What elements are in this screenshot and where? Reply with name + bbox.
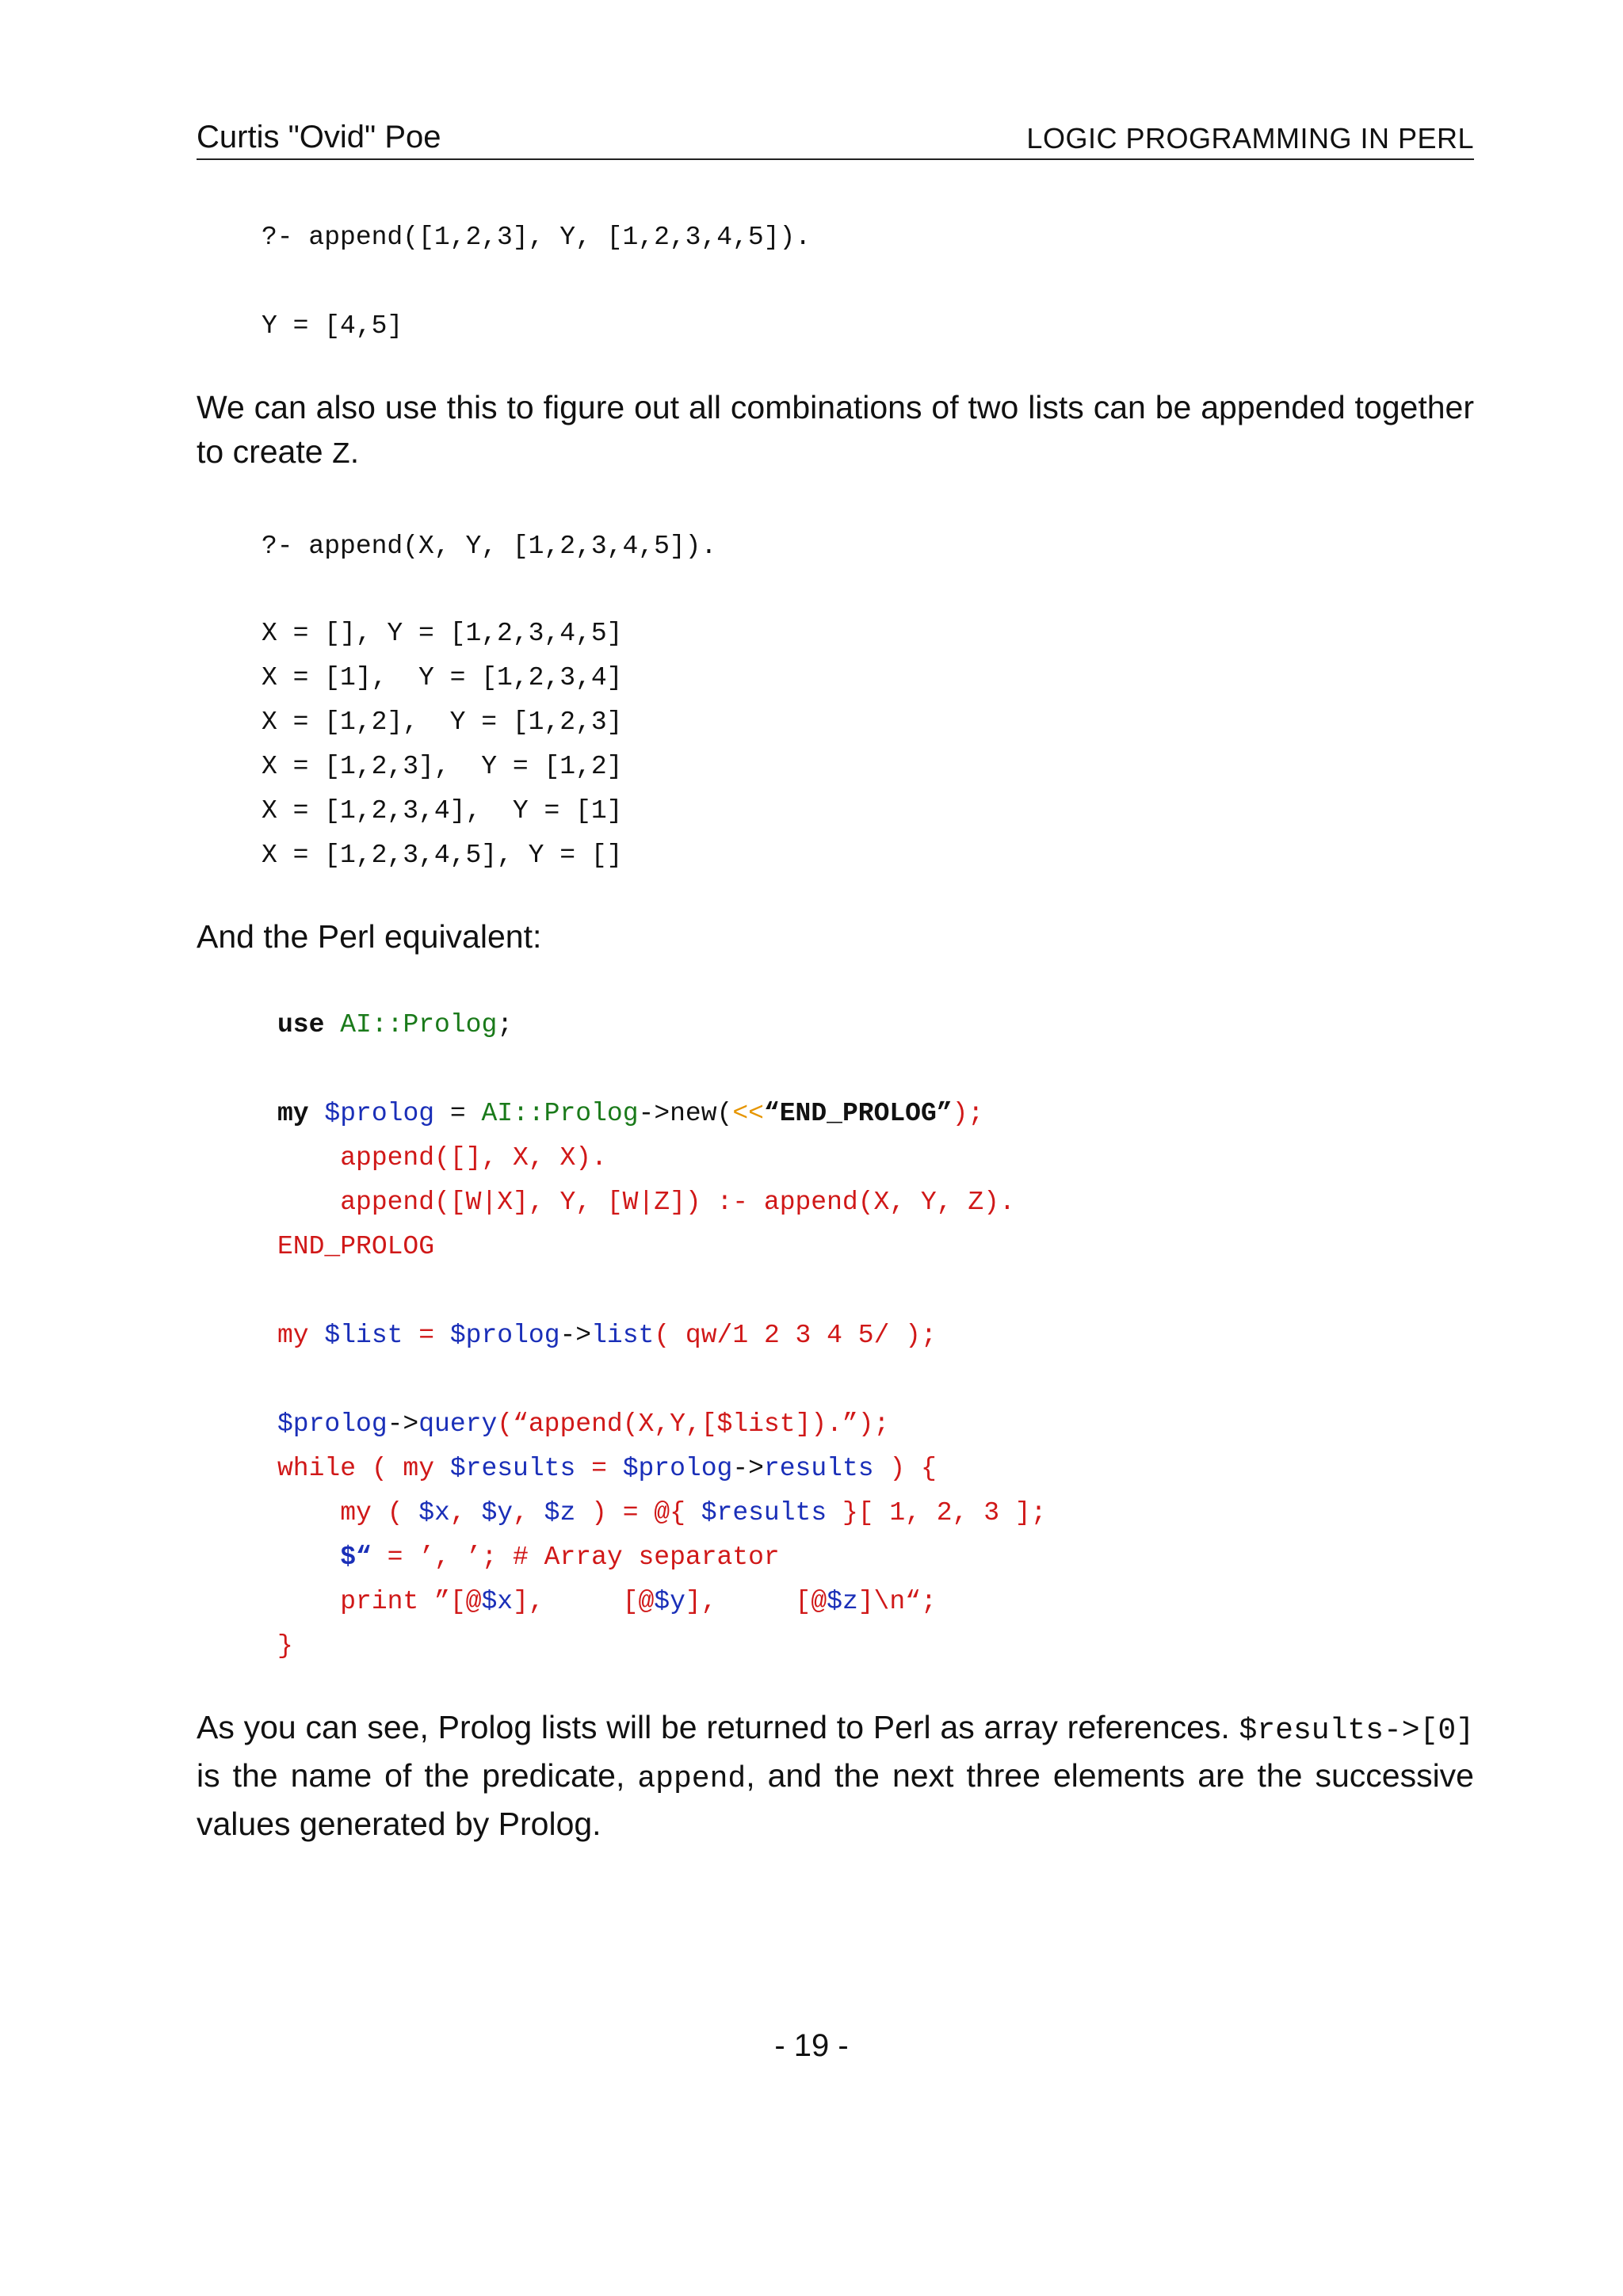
code-line: [277, 1314, 937, 1358]
code-token: results: [763, 1454, 874, 1483]
code-token: $y: [654, 1587, 685, 1616]
code-token: $x: [481, 1587, 514, 1616]
code-token: $“: [277, 1543, 372, 1572]
code-token: list: [591, 1321, 655, 1350]
code-token: my (: [277, 1498, 419, 1527]
paragraph-end: .: [349, 433, 360, 470]
code-token: ], [@: [685, 1587, 827, 1616]
code-token: $z: [544, 1498, 576, 1527]
paragraph-text: As you can see, Prolog lists will be returned to Perl as array references.: [197, 1709, 1239, 1745]
code-line: [277, 1092, 983, 1136]
paragraph-array-references: [197, 1705, 1474, 1846]
code-line: [277, 1535, 780, 1580]
code-token: $results: [449, 1454, 576, 1483]
code-token: ->: [559, 1321, 592, 1350]
code-token: ) {: [873, 1454, 937, 1483]
code-token: $x: [418, 1498, 450, 1527]
code-token: =: [434, 1099, 482, 1128]
prolog-result-line: X = [1,2,3,4], Y = [1]: [262, 796, 623, 826]
code-token: $z: [827, 1587, 858, 1616]
code-line: END_PROLOG: [277, 1232, 435, 1261]
code-token: $y: [481, 1498, 514, 1527]
code-line: [277, 1402, 889, 1447]
code-line: append([], X, X).: [277, 1143, 607, 1173]
code-token: $prolog: [324, 1099, 435, 1128]
code-token: = ’, ’; # Array separator: [371, 1543, 780, 1572]
header-title: LOGIC PROGRAMMING IN PERL: [1026, 122, 1474, 154]
inline-code-append: append: [637, 1762, 747, 1796]
code-token: print ”[@: [277, 1587, 482, 1616]
code-line: [277, 1447, 937, 1491]
prolog-result-line: X = [], Y = [1,2,3,4,5]: [262, 619, 623, 648]
code-token: ], [@: [513, 1587, 655, 1616]
code-line: [277, 1003, 513, 1047]
code-line: [277, 1580, 937, 1624]
paragraph-perl-equivalent: And the Perl equivalent:: [197, 918, 542, 955]
prolog-query-1: ?- append([1,2,3], Y, [1,2,3,4,5]).: [262, 223, 812, 252]
code-token: <<: [732, 1099, 764, 1128]
prolog-result-line: X = [1], Y = [1,2,3,4]: [262, 663, 623, 692]
code-token: }[ 1, 2, 3 ];: [827, 1498, 1047, 1527]
prolog-result-line: X = [1,2,3,4,5], Y = []: [262, 841, 623, 870]
code-token: ( qw/1 2 3 4 5/ );: [654, 1321, 937, 1350]
prolog-result-line: X = [1,2], Y = [1,2,3]: [262, 707, 623, 737]
paragraph-combinations: [197, 385, 1474, 478]
paragraph-text: , and the next three elements are the successive values generated by Prolog.: [197, 1757, 1474, 1842]
code-line: [277, 1491, 1046, 1535]
paragraph-text: is the name of the predicate,: [197, 1757, 638, 1794]
code-token: $list: [324, 1321, 403, 1350]
code-line: append([W|X], Y, [W|Z]) :- append(X, Y, Z).: [277, 1188, 1015, 1217]
code-token: ) = @{: [575, 1498, 701, 1527]
code-token: “END_PROLOG”: [763, 1099, 953, 1128]
code-token: ,: [513, 1498, 544, 1527]
header-author: Curtis "Ovid" Poe: [197, 120, 441, 154]
code-token: $results: [701, 1498, 827, 1527]
prolog-query-2: ?- append(X, Y, [1,2,3,4,5]).: [262, 532, 717, 561]
code-token: );: [952, 1099, 984, 1128]
paragraph-text: We can also use this to figure out all combinations of two lists can be appended together to create: [197, 389, 1474, 470]
inline-code-results: $results->[0]: [1239, 1714, 1474, 1748]
code-token: query: [418, 1409, 498, 1439]
code-token: AI::Prolog: [340, 1010, 498, 1039]
code-token: $prolog: [449, 1321, 560, 1350]
code-token: ;: [497, 1010, 514, 1039]
code-token: ]\n“;: [857, 1587, 937, 1616]
code-token: $prolog: [277, 1409, 388, 1439]
code-token: my: [277, 1321, 325, 1350]
code-token: =: [575, 1454, 623, 1483]
code-token: =: [403, 1321, 450, 1350]
code-token: (“append(X,Y,[$list]).”);: [497, 1409, 890, 1439]
code-line: }: [277, 1631, 293, 1661]
page-number: - 19 -: [774, 2028, 849, 2063]
code-token: $prolog: [622, 1454, 733, 1483]
page-header: [197, 113, 1474, 160]
code-token: ->: [732, 1454, 764, 1483]
inline-code-z: Z: [331, 438, 350, 472]
code-token: ->: [387, 1409, 419, 1439]
prolog-result-1: Y = [4,5]: [262, 311, 403, 341]
prolog-result-line: X = [1,2,3], Y = [1,2]: [262, 752, 623, 781]
code-token: my: [277, 1099, 309, 1128]
code-token: AI::Prolog: [481, 1099, 639, 1128]
code-token: while ( my: [277, 1454, 450, 1483]
code-token: use: [277, 1010, 325, 1039]
code-token: ->new(: [638, 1099, 733, 1128]
code-token: ,: [449, 1498, 482, 1527]
